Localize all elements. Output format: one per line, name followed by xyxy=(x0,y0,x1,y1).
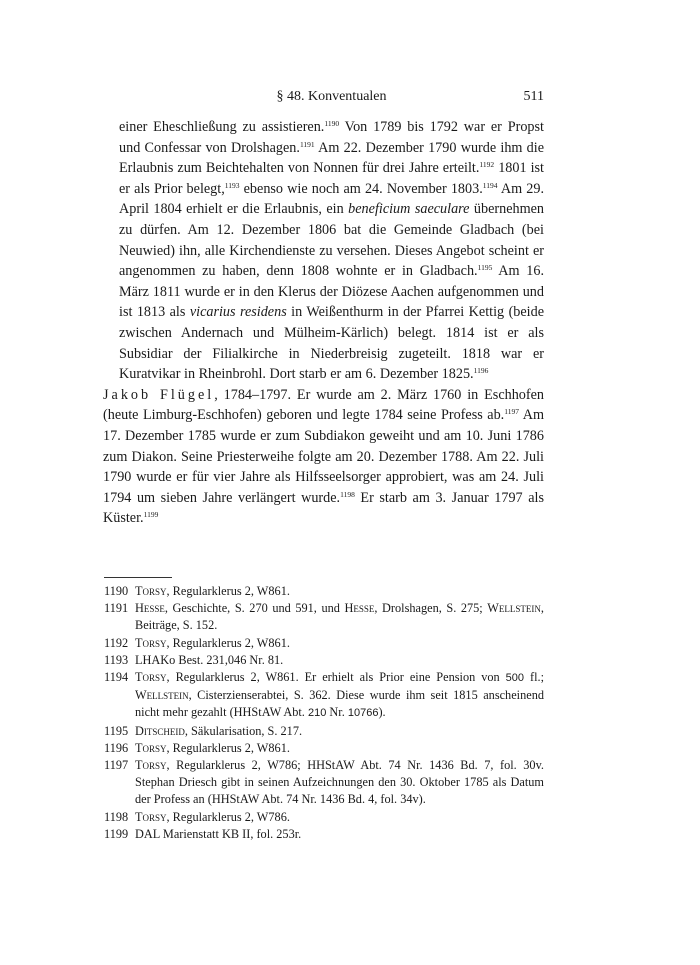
footnote-number: 1199 xyxy=(104,826,129,841)
text-run: 1801 ist er als Prior belegt, xyxy=(119,160,544,197)
footnote-number: 1194 xyxy=(104,670,129,685)
text-run: , Regularklerus 2, W861. xyxy=(166,635,290,650)
footnote-item xyxy=(104,600,544,634)
footnote-number: 1198 xyxy=(104,809,129,824)
author-name: Wellstein xyxy=(487,601,541,616)
footnote-item xyxy=(104,635,544,652)
number-run: 210 xyxy=(307,707,327,720)
footnote-ref[interactable]: 1195 xyxy=(477,263,493,273)
text-run: Er starb am 3. Januar 1797 als Küster. xyxy=(103,489,544,527)
text-run: , Regularklerus 2, W786; HHStAW Abt. 74 Nr. 1436 Bd. 7, fol. 30v. Stephan Driesch gibt in seinen Aufzeichnungen den 30. Oktober 1785 als Datum der Profess an (HHStAW Abt. 74 Nr. 1436 Bd. 4, fol. 34v). xyxy=(135,758,544,807)
text-run: DAL Marienstatt KB II, fol. 253r. xyxy=(135,826,302,841)
footnote-ref[interactable]: 1198 xyxy=(340,489,355,499)
footnote-ref[interactable]: 1199 xyxy=(143,510,159,520)
footnote-ref[interactable]: 1191 xyxy=(299,139,315,149)
text-run: , Drolshagen, S. 275; xyxy=(374,601,488,616)
text-run: Am 22. Dezember 1790 wurde ihm die Erlaubnis zum Beichtehalten von Nonnen für drei Jahre erteilt. xyxy=(119,139,545,177)
footnote-text xyxy=(135,757,544,809)
footnote-item xyxy=(104,826,544,843)
person-name: Jakob Flügel xyxy=(103,386,215,403)
text-run: ). xyxy=(378,705,386,720)
footnote-text xyxy=(135,809,544,826)
footnote-text xyxy=(135,669,544,723)
author-name: Hesse xyxy=(344,601,375,616)
text-run: , Beiträge, S. 152. xyxy=(135,601,544,633)
author-name: Torsy xyxy=(135,670,167,685)
author-name: Wellstein xyxy=(135,688,189,703)
footnote-item xyxy=(104,669,544,723)
footnote-ref[interactable]: 1193 xyxy=(224,180,240,190)
footnote-item xyxy=(104,583,544,600)
text-run: Am 29. April 1804 erhielt er die Erlaubnis, ein xyxy=(119,180,544,218)
footnote-item xyxy=(104,757,544,809)
footnote-number: 1190 xyxy=(104,584,129,598)
italic-term: beneficium saeculare xyxy=(348,201,470,218)
text-run: , Regularklerus 2, W861. Er erhielt als Prior eine Pension von xyxy=(166,670,506,685)
number-run: 500 xyxy=(505,672,525,685)
author-name: Torsy xyxy=(135,809,167,824)
text-run: , Regularklerus 2, W786. xyxy=(166,809,290,824)
footnote-text xyxy=(135,826,544,843)
number-run: 10766 xyxy=(347,707,379,720)
author-name: Torsy xyxy=(135,740,167,755)
body-text xyxy=(103,117,545,529)
footnote-number: 1191 xyxy=(104,601,129,616)
footnote-number: 1193 xyxy=(104,652,129,667)
text-run: , Geschichte, S. 270 und 591, und xyxy=(164,601,345,616)
text-run: , 1784–1797. Er wurde am 2. März 1760 in Eschhofen (heute Limburg-Eschhofen) geboren und legte 1784 seine Profess ab. xyxy=(103,386,545,424)
text-run: in Weißenthurm in der Pfarrei Kettig (beide zwischen Andernach und Mülheim-Kärlich) belegt. 1814 ist er als Subsidiar der Filialkirche in Niederbreisig zugeteilt. 1818 war er Kuratvikar in Rheinbrohl. Dort starb er am 6. Dezember 1825. xyxy=(119,304,545,383)
text-run: Von 1789 bis 1792 war er Propst und Confessar von Drolshagen. xyxy=(119,119,544,156)
author-name: Hesse xyxy=(135,601,165,616)
footnote-item xyxy=(104,723,544,740)
footnotes xyxy=(104,583,544,843)
footnote-text xyxy=(135,635,544,652)
text-run: fl.; xyxy=(524,670,544,685)
text-run: Am 16. März 1811 wurde er in den Klerus der Diözese Aachen aufgenommen und ist 1813 als xyxy=(119,263,544,321)
footnote-text xyxy=(135,740,544,757)
author-name: Torsy xyxy=(135,635,167,650)
footnote-number: 1195 xyxy=(104,723,129,738)
footnote-text xyxy=(135,723,544,740)
footnote-item xyxy=(104,809,544,826)
paragraph-entry-jakob-fluegel xyxy=(103,385,544,529)
footnote-number: 1196 xyxy=(104,740,129,755)
text-run: einer Eheschließung zu assistieren. xyxy=(119,119,325,135)
footnote-text xyxy=(135,600,544,634)
text-run: ebenso wie noch am 24. November 1803. xyxy=(239,180,483,197)
paragraph xyxy=(119,117,544,385)
author-name: Torsy xyxy=(135,758,167,773)
page-number: 511 xyxy=(523,89,544,104)
footnote-text xyxy=(135,652,544,669)
text-run: LHAKo Best. 231,046 Nr. 81. xyxy=(135,652,284,667)
footnote-text xyxy=(135,583,544,600)
text-run: , Säkularisation, S. 217. xyxy=(184,723,303,738)
text-run: , Regularklerus 2, W861. xyxy=(166,740,290,755)
author-name: Ditscheid xyxy=(135,723,185,738)
footnote-item xyxy=(104,652,544,669)
running-title: § 48. Konventualen xyxy=(276,89,387,104)
footnote-ref[interactable]: 1192 xyxy=(479,160,495,170)
footnote-number: 1192 xyxy=(104,635,129,650)
text-run: übernehmen zu dürfen. Am 12. Dezember 1806 bat die Gemeinde Gladbach (bei Neuwied) ihn, alle Kirchendienste zu versehen. Dieses Angebot scheint er angenommen zu haben, denn 1808 wohnte er in Gladbach. xyxy=(119,201,545,280)
text-run: , Cisterzienserabtei, S. 362. Diese wurde ihm seit 1815 anscheinend nicht mehr gezahlt (HHStAW Abt. xyxy=(135,688,544,720)
footnote-ref[interactable]: 1196 xyxy=(473,366,489,376)
italic-term: vicarius residens xyxy=(189,304,287,321)
footnote-separator xyxy=(104,577,172,578)
footnote-ref[interactable]: 1190 xyxy=(324,119,340,128)
running-head xyxy=(119,87,544,107)
footnote-ref[interactable]: 1197 xyxy=(504,407,519,417)
text-run: Nr. xyxy=(326,705,348,720)
footnote-item xyxy=(104,740,544,757)
footnote-ref[interactable]: 1194 xyxy=(482,180,498,190)
author-name: Torsy xyxy=(135,584,167,598)
text-run: , Regularklerus 2, W861. xyxy=(166,584,290,598)
footnote-number: 1197 xyxy=(104,758,129,773)
text-run: Am 17. Dezember 1785 wurde er zum Subdiakon geweiht und am 10. Juni 1786 zum Diakon. Seine Priesterweihe folgte am 20. Dezember 1788. Am 22. Juli 1790 wurde er für vier Jahre als Hilfsseelsorger approbiert, was am 24. Juli 1794 um sieben Jahre verlängert wurde. xyxy=(103,407,544,506)
